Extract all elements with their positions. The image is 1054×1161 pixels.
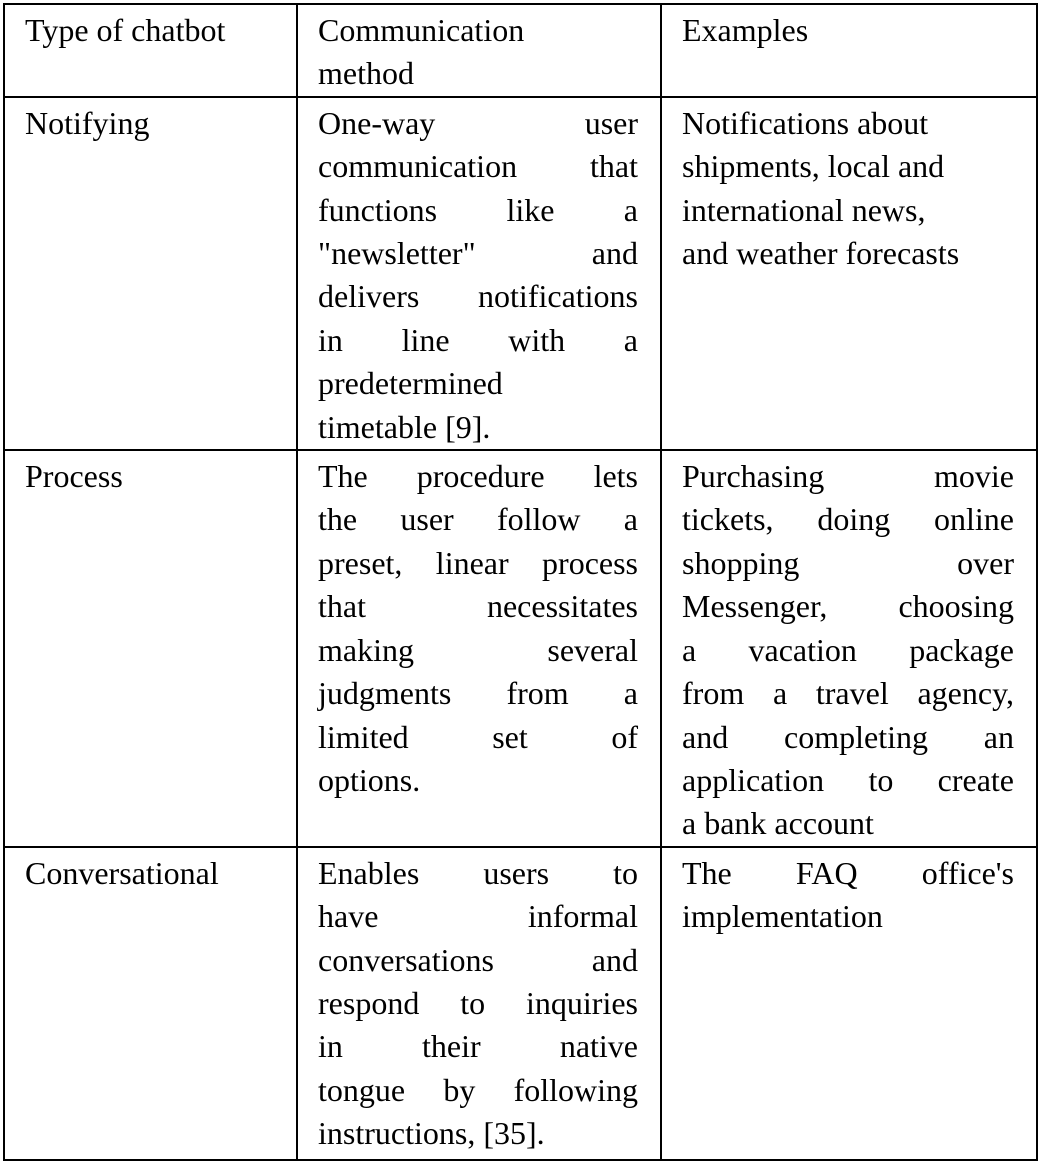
text-line: making several — [318, 631, 638, 668]
text-line: a bank account — [682, 805, 874, 842]
text-line: in line with a — [318, 321, 638, 358]
text-line: Notifying — [25, 104, 150, 141]
examples-cell — [661, 97, 1037, 450]
text-line: judgments from a — [318, 675, 638, 712]
text-line: respond to inquiries — [318, 984, 638, 1021]
type-cell — [4, 450, 297, 847]
text-line: Notifications about — [682, 104, 929, 141]
text-line: tickets, doing online — [682, 501, 1014, 538]
text-line: The procedure lets — [318, 458, 638, 495]
header-type — [4, 4, 297, 97]
text-line: Type of chatbot — [25, 12, 226, 48]
text-line: Purchasing movie — [682, 458, 1014, 495]
text-line: functions like a — [318, 191, 638, 228]
text-line: and weather forecasts — [682, 235, 960, 272]
chatbot-types-table — [3, 3, 1038, 1161]
text-line: Process — [25, 458, 123, 495]
text-line: Enables users to — [318, 854, 638, 891]
text-line: The FAQ office's — [682, 854, 1014, 891]
text-line: Conversational — [25, 854, 219, 891]
method-cell — [297, 97, 661, 450]
header-examples — [661, 4, 1037, 97]
table-row — [4, 97, 1037, 450]
examples-cell — [661, 450, 1037, 847]
text-line: shopping over — [682, 544, 1014, 581]
type-cell — [4, 847, 297, 1160]
text-line: the user follow a — [318, 501, 638, 538]
type-cell — [4, 97, 297, 450]
text-line: timetable [9]. — [318, 408, 491, 445]
text-line: in their native — [318, 1028, 638, 1065]
method-cell — [297, 847, 661, 1160]
text-line: Messenger, choosing — [682, 588, 1014, 625]
table-row — [4, 450, 1037, 847]
text-line: shipments, local and — [682, 148, 945, 185]
text-line: Communication — [318, 12, 525, 48]
examples-cell — [661, 847, 1037, 1160]
text-line: application to create — [682, 761, 1014, 798]
text-line: limited set of — [318, 718, 638, 755]
text-line: preset, linear process — [318, 544, 638, 581]
text-line: from a travel agency, — [682, 675, 1014, 712]
text-line: predetermined — [318, 365, 503, 402]
text-line: method — [318, 55, 414, 92]
text-line: "newsletter" and — [318, 235, 638, 272]
table-row — [4, 847, 1037, 1160]
text-line: have informal — [318, 898, 638, 935]
text-line: communication that — [318, 148, 638, 185]
text-line: Examples — [682, 12, 809, 48]
text-line: One-way user — [318, 104, 638, 141]
text-line: delivers notifications — [318, 278, 638, 315]
text-line: instructions, [35]. — [318, 1115, 545, 1152]
text-line: a vacation package — [682, 631, 1014, 668]
header-row — [4, 4, 1037, 97]
text-line: tongue by following — [318, 1071, 638, 1108]
text-line: implementation — [682, 898, 883, 935]
text-line: and completing an — [682, 718, 1014, 755]
header-method — [297, 4, 661, 97]
text-line: options. — [318, 761, 421, 798]
text-line: international news, — [682, 191, 926, 228]
text-line: that necessitates — [318, 588, 638, 625]
method-cell — [297, 450, 661, 847]
text-line: conversations and — [318, 941, 638, 978]
